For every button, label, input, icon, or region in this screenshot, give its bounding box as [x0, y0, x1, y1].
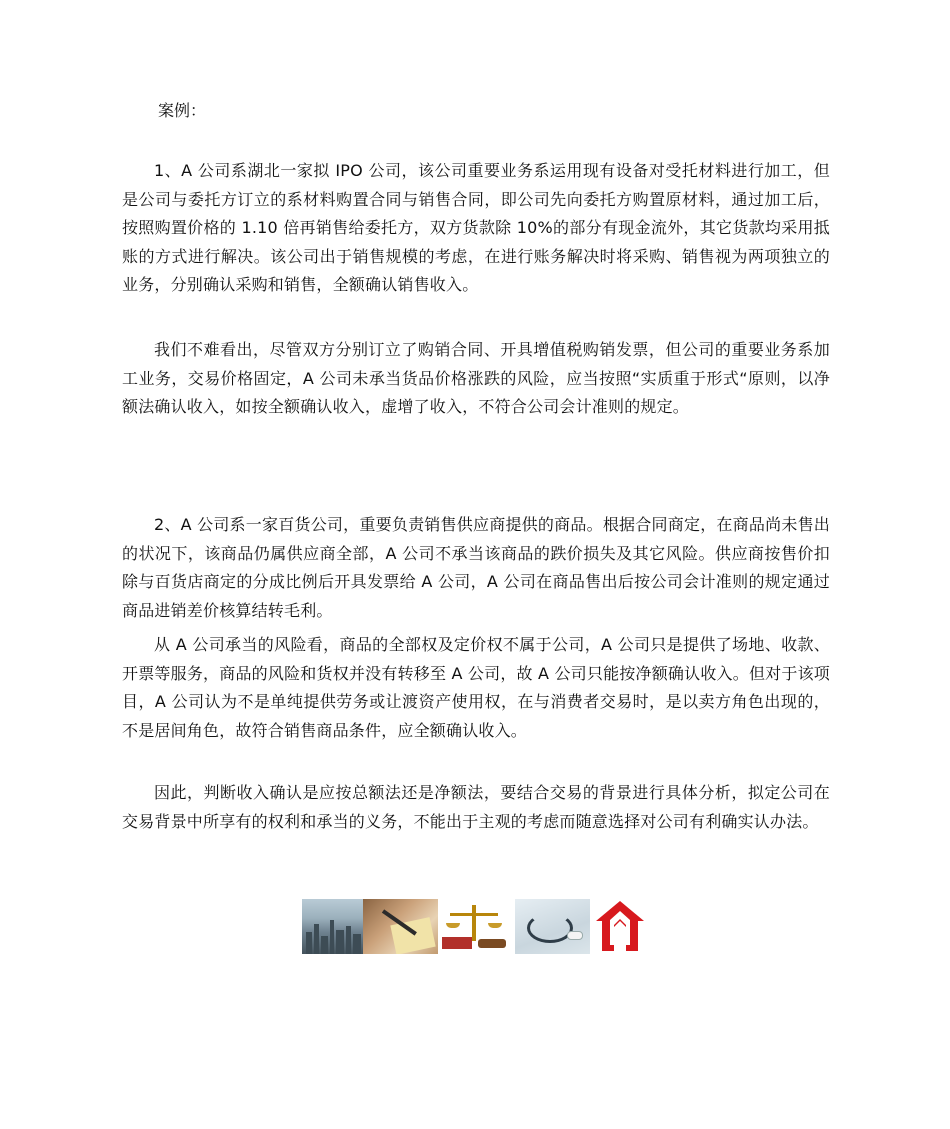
- paragraph-analysis-1: 我们不难看出，尽管双方分别订立了购销合同、开具增值税购销发票，但公司的重要业务系加工业务，交易价格固定，A 公司未承当货品价格涨跌的风险，应当按照“实质重于形式“原则，以净额法确认收入，如按全额确认收入，虚增了收入，不符合公司会计准则的规定。: [122, 340, 830, 416]
- paragraph-case-1: 1、A 公司系湖北一家拟 IPO 公司，该公司重要业务系运用现有设备对受托材料进行加工，但是公司与委托方订立的系材料购置合同与销售合同，即公司先向委托方购置原材料，通过加工后，按照购置价格的 1.10 倍再销售给委托方，双方货款除 10%的部分有现金流外，其它货款均采用抵账的方式进行解决。该公司出于销售规模的考虑，在进行账务解决时将采购、销售视为两项独立的业务，分别确认采购和销售，全额确认销售收入。: [122, 161, 830, 294]
- city-skyline-image: [302, 899, 363, 954]
- paragraph-analysis-2: 从 A 公司承当的风险看，商品的全部权及定价权不属于公司，A 公司只是提供了场地、收款、开票等服务，商品的风险和货权并没有转移至 A 公司，故 A 公司只能按净额确认收入。但对于该项目，A 公司认为不是单纯提供劳务或让渡资产使用权，在与消费者交易时，是以卖方角色出现的，不是居间角色，故符合销售商品条件，应全额确认收入。: [122, 635, 830, 740]
- signing-document-image: [363, 899, 438, 954]
- red-house-logo-image: [590, 899, 650, 954]
- paragraph-conclusion: 因此，判断收入确认是应按总额法还是净额法，要结合交易的背景进行具体分析，拟定公司在交易背景中所享有的权利和承当的义务，不能出于主观的考虑而随意选择对公司有利确实认办法。: [122, 783, 830, 831]
- stethoscope-image: [515, 899, 590, 954]
- house-logo-icon: [592, 899, 648, 954]
- paragraph-case-2: 2、A 公司系一家百货公司，重要负责销售供应商提供的商品。根据合同商定，在商品尚未售出的状况下，该商品仍属供应商全部，A 公司不承当该商品的跌价损失及其它风险。供应商按售价扣除与百货店商定的分成比例后开具发票给 A 公司，A 公司在商品售出后按公司会计准则的规定通过商品进销差价核算结转毛利。: [122, 515, 830, 620]
- scales-of-justice-image: [438, 899, 515, 954]
- case-heading: 案例：: [158, 101, 207, 120]
- image-strip: [302, 899, 650, 954]
